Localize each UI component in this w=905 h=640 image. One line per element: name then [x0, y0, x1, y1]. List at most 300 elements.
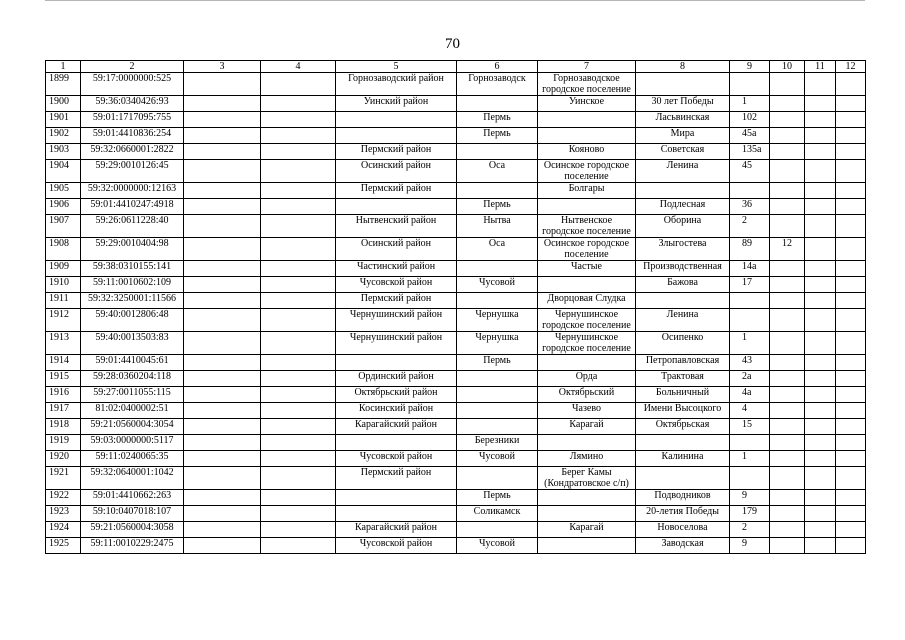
- table-cell: [538, 277, 636, 293]
- table-cell: [457, 96, 538, 112]
- table-cell: [805, 332, 836, 355]
- table-cell: Пермь: [457, 112, 538, 128]
- table-cell: [805, 506, 836, 522]
- table-cell: [636, 73, 730, 96]
- table-cell: [805, 538, 836, 554]
- column-header: 8: [636, 61, 730, 73]
- table-cell: 1918: [46, 419, 81, 435]
- table-cell: [457, 183, 538, 199]
- table-row: [46, 467, 866, 490]
- table-cell: [457, 371, 538, 387]
- table-cell: Осинский район: [336, 238, 457, 261]
- table-cell: [184, 490, 261, 506]
- table-cell: 89: [730, 238, 770, 261]
- table-cell: [805, 73, 836, 96]
- table-row: [46, 355, 866, 371]
- table-cell: Производственная: [636, 261, 730, 277]
- table-cell: [261, 467, 336, 490]
- table-cell: [770, 387, 805, 403]
- table-cell: Чернушка: [457, 332, 538, 355]
- table-cell: [457, 293, 538, 309]
- table-cell: Осинское городское поселение: [538, 238, 636, 261]
- table-cell: [261, 435, 336, 451]
- table-cell: [836, 467, 866, 490]
- table-cell: [836, 238, 866, 261]
- column-header: 5: [336, 61, 457, 73]
- table-cell: Новоселова: [636, 522, 730, 538]
- table-cell: 1925: [46, 538, 81, 554]
- table-cell: 1910: [46, 277, 81, 293]
- table-cell: 59:36:0340426:93: [81, 96, 184, 112]
- table-cell: [770, 215, 805, 238]
- table-cell: 20-летия Победы: [636, 506, 730, 522]
- table-cell: [184, 215, 261, 238]
- table-row: [46, 332, 866, 355]
- table-cell: [836, 160, 866, 183]
- table-cell: [457, 261, 538, 277]
- table-cell: [457, 144, 538, 160]
- table-cell: 1920: [46, 451, 81, 467]
- table-cell: [184, 538, 261, 554]
- table-row: [46, 183, 866, 199]
- table-cell: [261, 419, 336, 435]
- table-cell: 59:11:0240065:35: [81, 451, 184, 467]
- table-cell: 59:11:0010602:109: [81, 277, 184, 293]
- table-cell: 59:32:0000000:12163: [81, 183, 184, 199]
- column-header: 4: [261, 61, 336, 73]
- table-cell: [805, 261, 836, 277]
- table-cell: Злыгостева: [636, 238, 730, 261]
- table-cell: Пермь: [457, 490, 538, 506]
- table-cell: [457, 419, 538, 435]
- table-cell: [184, 73, 261, 96]
- table-cell: [261, 355, 336, 371]
- table-row: [46, 403, 866, 419]
- table-cell: 102: [730, 112, 770, 128]
- table-cell: Нытва: [457, 215, 538, 238]
- table-row: [46, 199, 866, 215]
- table-cell: [261, 144, 336, 160]
- table-cell: [336, 112, 457, 128]
- registry-table: [45, 60, 866, 554]
- table-cell: 59:21:0560004:3058: [81, 522, 184, 538]
- table-cell: [836, 435, 866, 451]
- table-cell: [261, 112, 336, 128]
- table-cell: [184, 144, 261, 160]
- table-cell: [770, 522, 805, 538]
- table-cell: [730, 309, 770, 332]
- table-cell: [836, 387, 866, 403]
- table-cell: 1: [730, 332, 770, 355]
- table-cell: 14а: [730, 261, 770, 277]
- table-cell: [770, 309, 805, 332]
- table-cell: 59:26:0611228:40: [81, 215, 184, 238]
- table-cell: [261, 215, 336, 238]
- table-cell: [770, 144, 805, 160]
- table-row: [46, 451, 866, 467]
- table-cell: [770, 355, 805, 371]
- table-cell: [805, 490, 836, 506]
- table-cell: [836, 261, 866, 277]
- table-cell: [261, 371, 336, 387]
- table-cell: [836, 371, 866, 387]
- table-cell: [805, 419, 836, 435]
- table-cell: [184, 387, 261, 403]
- table-cell: Горнозаводский район: [336, 73, 457, 96]
- table-cell: 17: [730, 277, 770, 293]
- table-cell: [538, 355, 636, 371]
- table-cell: Ласьвинская: [636, 112, 730, 128]
- table-cell: Чусовой: [457, 538, 538, 554]
- table-cell: [805, 451, 836, 467]
- table-cell: Петропавловская: [636, 355, 730, 371]
- table-cell: [836, 355, 866, 371]
- table-cell: Нытвенский район: [336, 215, 457, 238]
- table-cell: Пермский район: [336, 293, 457, 309]
- table-cell: 59:01:4410662:263: [81, 490, 184, 506]
- table-cell: [770, 96, 805, 112]
- table-cell: [336, 490, 457, 506]
- table-cell: [770, 538, 805, 554]
- column-header: 7: [538, 61, 636, 73]
- table-cell: Чусовой: [457, 451, 538, 467]
- table-cell: 59:10:0407018:107: [81, 506, 184, 522]
- table-row: [46, 293, 866, 309]
- table-cell: 59:29:0010126:45: [81, 160, 184, 183]
- table-cell: [261, 387, 336, 403]
- column-header: 11: [805, 61, 836, 73]
- table-cell: 1903: [46, 144, 81, 160]
- table-cell: Частинский район: [336, 261, 457, 277]
- table-cell: Осипенко: [636, 332, 730, 355]
- table-cell: Карагайский район: [336, 522, 457, 538]
- table-cell: Чусовской район: [336, 277, 457, 293]
- table-cell: [184, 451, 261, 467]
- table-cell: 1911: [46, 293, 81, 309]
- table-cell: [770, 112, 805, 128]
- table-cell: [261, 73, 336, 96]
- table-cell: [261, 261, 336, 277]
- table-cell: [805, 435, 836, 451]
- table-cell: [836, 96, 866, 112]
- table-cell: 59:32:3250001:11566: [81, 293, 184, 309]
- table-cell: Пермь: [457, 199, 538, 215]
- table-cell: 179: [730, 506, 770, 522]
- table-cell: [336, 199, 457, 215]
- table-cell: [261, 538, 336, 554]
- table-cell: [261, 238, 336, 261]
- table-cell: Октябрьская: [636, 419, 730, 435]
- table-cell: Трактовая: [636, 371, 730, 387]
- table-cell: [805, 277, 836, 293]
- table-cell: [184, 309, 261, 332]
- table-cell: Пермский район: [336, 183, 457, 199]
- table-cell: [636, 293, 730, 309]
- table-cell: [261, 332, 336, 355]
- table-cell: [261, 490, 336, 506]
- table-cell: 1917: [46, 403, 81, 419]
- table-cell: Подлесная: [636, 199, 730, 215]
- table-cell: [184, 199, 261, 215]
- table-cell: 59:40:0013503:83: [81, 332, 184, 355]
- table-cell: Уинский район: [336, 96, 457, 112]
- table-cell: [336, 128, 457, 144]
- table-cell: [184, 277, 261, 293]
- table-row: [46, 387, 866, 403]
- table-row: [46, 371, 866, 387]
- table-cell: Кояново: [538, 144, 636, 160]
- table-cell: Чернушинское городское поселение: [538, 332, 636, 355]
- table-cell: [805, 309, 836, 332]
- table-cell: [336, 506, 457, 522]
- column-header: 12: [836, 61, 866, 73]
- table-cell: 1: [730, 451, 770, 467]
- table-cell: 1900: [46, 96, 81, 112]
- table-cell: [770, 490, 805, 506]
- table-cell: [457, 467, 538, 490]
- table-cell: [730, 467, 770, 490]
- table-cell: 1921: [46, 467, 81, 490]
- table-cell: [457, 522, 538, 538]
- table-cell: [184, 522, 261, 538]
- table-cell: 1907: [46, 215, 81, 238]
- table-cell: [184, 403, 261, 419]
- table-cell: 1915: [46, 371, 81, 387]
- table-cell: Чусовской район: [336, 451, 457, 467]
- table-cell: [730, 183, 770, 199]
- table-cell: Ординский район: [336, 371, 457, 387]
- table-cell: [805, 355, 836, 371]
- table-cell: [805, 183, 836, 199]
- table-body: [46, 61, 866, 554]
- table-header-row: [46, 61, 866, 73]
- table-row: [46, 215, 866, 238]
- table-cell: Заводская: [636, 538, 730, 554]
- table-cell: [770, 160, 805, 183]
- table-cell: 59:01:4410836:254: [81, 128, 184, 144]
- table-cell: [730, 293, 770, 309]
- table-cell: [770, 506, 805, 522]
- table-cell: Горнозаводское городское поселение: [538, 73, 636, 96]
- table-cell: [261, 522, 336, 538]
- table-cell: [770, 183, 805, 199]
- table-row: [46, 96, 866, 112]
- table-row: [46, 490, 866, 506]
- table-cell: 1913: [46, 332, 81, 355]
- page-number: 70: [445, 36, 460, 52]
- table-cell: [261, 277, 336, 293]
- table-cell: [538, 506, 636, 522]
- table-cell: [770, 73, 805, 96]
- table-cell: [538, 435, 636, 451]
- table-cell: [770, 277, 805, 293]
- table-cell: [184, 467, 261, 490]
- table-cell: 1922: [46, 490, 81, 506]
- table-row: [46, 73, 866, 96]
- table-cell: [538, 128, 636, 144]
- table-cell: Дворцовая Слудка: [538, 293, 636, 309]
- table-cell: 59:32:0640001:1042: [81, 467, 184, 490]
- table-cell: 45а: [730, 128, 770, 144]
- table-cell: Калинина: [636, 451, 730, 467]
- table-cell: 59:01:1717095:755: [81, 112, 184, 128]
- table-cell: 36: [730, 199, 770, 215]
- table-cell: 59:01:4410045:61: [81, 355, 184, 371]
- table-cell: 2: [730, 522, 770, 538]
- table-cell: 30 лет Победы: [636, 96, 730, 112]
- table-cell: [770, 371, 805, 387]
- table-row: [46, 238, 866, 261]
- table-row: [46, 435, 866, 451]
- table-cell: [836, 128, 866, 144]
- table-cell: 59:40:0012806:48: [81, 309, 184, 332]
- table-cell: [805, 96, 836, 112]
- table-cell: Чернушинский район: [336, 332, 457, 355]
- table-cell: 59:21:0560004:3054: [81, 419, 184, 435]
- table-cell: [836, 506, 866, 522]
- table-cell: Бажова: [636, 277, 730, 293]
- table-cell: [538, 490, 636, 506]
- table-cell: [261, 128, 336, 144]
- table-cell: [261, 160, 336, 183]
- table-cell: Пермский район: [336, 144, 457, 160]
- table-cell: [805, 467, 836, 490]
- table-cell: [184, 112, 261, 128]
- table-cell: Карагай: [538, 419, 636, 435]
- table-cell: 59:01:4410247:4918: [81, 199, 184, 215]
- table-cell: [336, 435, 457, 451]
- table-cell: Ленина: [636, 309, 730, 332]
- table-cell: [805, 112, 836, 128]
- table-cell: [184, 238, 261, 261]
- table-cell: Чернушка: [457, 309, 538, 332]
- table-cell: 1909: [46, 261, 81, 277]
- table-row: [46, 506, 866, 522]
- table-cell: [805, 128, 836, 144]
- table-cell: Уинское: [538, 96, 636, 112]
- table-cell: 1916: [46, 387, 81, 403]
- column-header: 2: [81, 61, 184, 73]
- table-cell: Орда: [538, 371, 636, 387]
- table-cell: 81:02:0400002:51: [81, 403, 184, 419]
- table-cell: 1906: [46, 199, 81, 215]
- table-cell: [261, 309, 336, 332]
- table-row: [46, 522, 866, 538]
- table-cell: Лямино: [538, 451, 636, 467]
- table-cell: [261, 199, 336, 215]
- table-cell: Березники: [457, 435, 538, 451]
- table-cell: [836, 309, 866, 332]
- table-cell: 1912: [46, 309, 81, 332]
- table-cell: 59:17:0000000:525: [81, 73, 184, 96]
- table-cell: [805, 199, 836, 215]
- table-cell: Октябрьский район: [336, 387, 457, 403]
- table-cell: Пермский район: [336, 467, 457, 490]
- table-cell: [836, 451, 866, 467]
- table-cell: 15: [730, 419, 770, 435]
- column-header: 3: [184, 61, 261, 73]
- table-cell: [730, 73, 770, 96]
- table-cell: 12: [770, 238, 805, 261]
- table-cell: 1902: [46, 128, 81, 144]
- table-cell: 59:28:0360204:118: [81, 371, 184, 387]
- table-cell: [261, 293, 336, 309]
- table-cell: [184, 506, 261, 522]
- table-cell: [261, 183, 336, 199]
- table-cell: Мира: [636, 128, 730, 144]
- table-cell: Советская: [636, 144, 730, 160]
- table-cell: [836, 403, 866, 419]
- table-cell: [184, 435, 261, 451]
- table-cell: [805, 144, 836, 160]
- table-cell: 1914: [46, 355, 81, 371]
- table-cell: 1919: [46, 435, 81, 451]
- table-cell: Карагайский район: [336, 419, 457, 435]
- table-cell: [770, 451, 805, 467]
- table-cell: 135а: [730, 144, 770, 160]
- table-cell: 4а: [730, 387, 770, 403]
- table-cell: 9: [730, 490, 770, 506]
- table-cell: [538, 199, 636, 215]
- table-cell: 59:27:0011055:115: [81, 387, 184, 403]
- table-cell: Карагай: [538, 522, 636, 538]
- table-cell: [770, 467, 805, 490]
- column-header: 10: [770, 61, 805, 73]
- table-cell: 2: [730, 215, 770, 238]
- table-cell: 59:11:0010229:2475: [81, 538, 184, 554]
- table-cell: [184, 355, 261, 371]
- table-cell: Чазево: [538, 403, 636, 419]
- table-cell: Косинский район: [336, 403, 457, 419]
- table-cell: [836, 293, 866, 309]
- table-cell: [770, 435, 805, 451]
- table-cell: [770, 403, 805, 419]
- table-cell: 43: [730, 355, 770, 371]
- table-cell: [770, 332, 805, 355]
- table-cell: Чернушинский район: [336, 309, 457, 332]
- table-cell: [770, 261, 805, 277]
- table-row: [46, 538, 866, 554]
- table-cell: [836, 332, 866, 355]
- table-row: [46, 261, 866, 277]
- table-cell: [805, 215, 836, 238]
- table-cell: [184, 371, 261, 387]
- table-cell: 1899: [46, 73, 81, 96]
- table-cell: [805, 403, 836, 419]
- table-cell: Чусовской район: [336, 538, 457, 554]
- table-cell: [836, 277, 866, 293]
- table-cell: Осинский район: [336, 160, 457, 183]
- table-cell: 59:38:0310155:141: [81, 261, 184, 277]
- table-cell: Оса: [457, 160, 538, 183]
- table-cell: [636, 183, 730, 199]
- table-cell: [336, 355, 457, 371]
- table-cell: Имени Высоцкого: [636, 403, 730, 419]
- table-row: [46, 144, 866, 160]
- table-cell: [770, 419, 805, 435]
- table-cell: Чернушинское городское поселение: [538, 309, 636, 332]
- table-cell: [836, 112, 866, 128]
- table-cell: 1: [730, 96, 770, 112]
- table-cell: Пермь: [457, 128, 538, 144]
- table-cell: 45: [730, 160, 770, 183]
- table-cell: Больничный: [636, 387, 730, 403]
- table-row: [46, 160, 866, 183]
- table-cell: [836, 144, 866, 160]
- table-cell: [184, 419, 261, 435]
- table-row: [46, 277, 866, 293]
- table-cell: 59:29:0010404:98: [81, 238, 184, 261]
